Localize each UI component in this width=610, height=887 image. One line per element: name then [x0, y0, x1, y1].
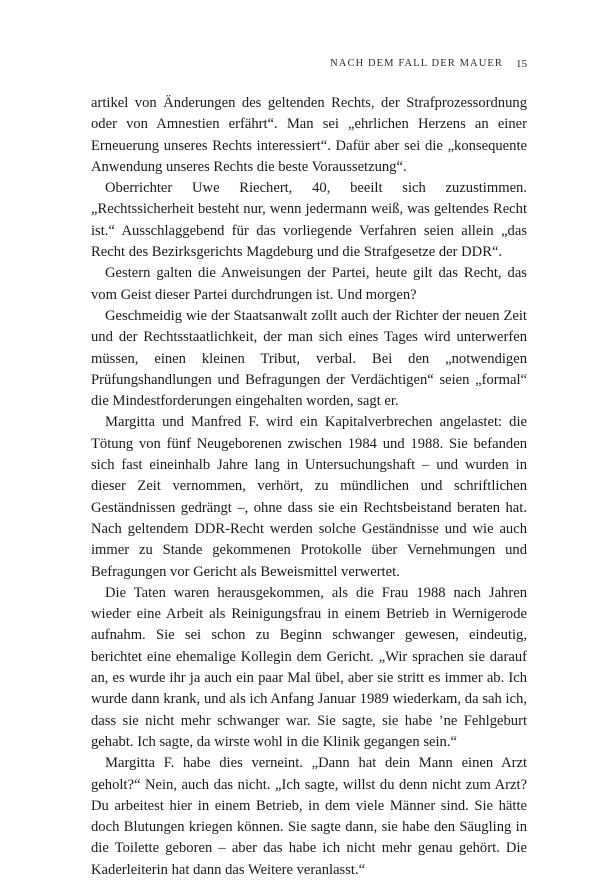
- running-title: NACH DEM FALL DER MAUER: [330, 58, 503, 69]
- paragraph: Margitta und Manfred F. wird ein Kapitalverbrechen angelastet: die Tötung von fünf Neugeborenen zwischen 1984 und 1988. Sie befanden sich fast eineinhalb Jahre lang in Untersuchungshaft – und wurden in dieser Zeit vernommen, verhört, zu mündlichen und schriftlichen Geständnissen gedrängt –, ohne dass sie ein Rechtsbeistand beraten hat. Nach geltendem DDR-Recht werden solche Geständnisse und wie auch immer zu Stande gekommenen Protokolle über Vernehmungen und Befragungen vor Gericht als Beweismittel verwertet.: [91, 414, 527, 580]
- body-text: [91, 93, 527, 881]
- paragraph: Margitta F. habe dies verneint. „Dann hat dein Mann einen Arzt geholt?“ Nein, auch das nicht. „Ich sagte, willst du denn nicht zum Arzt? Du arbeitest hier in einem Betrieb, in dem viele Männer sind. Sie hätte doch Blutungen kriegen können. Sie sagte dann, sie habe den Säugling in die Toilette geboren – aber das habe ich nicht mehr genau gehört. Die Kaderleiterin hat dann das Weitere veranlasst.“: [91, 755, 527, 878]
- paragraph: Gestern galten die Anweisungen der Partei, heute gilt das Recht, das vom Geist dieser Partei durchdrungen ist. Und morgen?: [91, 265, 527, 303]
- paragraph: Die Taten waren herausgekommen, als die Frau 1988 nach Jahren wieder eine Arbeit als Reinigungsfrau in einem Betrieb in Wernigerode aufnahm. Sie sei schon zu Beginn schwanger gewesen, eindeutig, berichtet eine ehemalige Kollegin dem Gericht. „Wir sprachen sie darauf an, es wurde ihr ja auch ein paar Mal übel, aber sie stritt es immer ab. Ich wurde dann krank, und als ich Anfang Januar 1989 wiederkam, da sah ich, dass sie nicht mehr schwanger war. Sie sagte, sie habe ’ne Fehlgeburt gehabt. Ich sagte, da wirste wohl in die Klinik gegangen sein.“: [91, 584, 527, 750]
- page-number: 15: [516, 58, 527, 70]
- paragraph: artikel von Änderungen des geltenden Rechts, der Strafprozessordnung oder von Amnestien erfährt“. Man sei „ehrlichen Herzens an einer Erneuerung unseres Rechts interessiert“. Dafür aber sei die „konsequente Anwendung unseres Rechts die beste Voraussetzung“.: [91, 95, 527, 175]
- running-header: [90, 58, 527, 74]
- paragraph: Geschmeidig wie der Staatsanwalt zollt auch der Richter der neuen Zeit und der Rechtsstaatlichkeit, der man sich eines Tages wird unterwerfen müssen, einen kleinen Tribut, verbal. Bei den „notwendigen Prüfungshandlungen und Befragungen der Verdächtigen“ seien „formal“ die Mindestforderungen eingehalten worden, sagt er.: [91, 307, 527, 410]
- paragraph: Oberrichter Uwe Riechert, 40, beeilt sich zuzustimmen. „Rechtssicherheit besteht nur, wenn jedermann weiß, was geltendes Recht ist.“ Ausschlaggebend für das vorliegende Verfahren seien allein „das Recht des Bezirksgerichts Magdeburg und die Strafgesetze der DDR“.: [91, 180, 527, 261]
